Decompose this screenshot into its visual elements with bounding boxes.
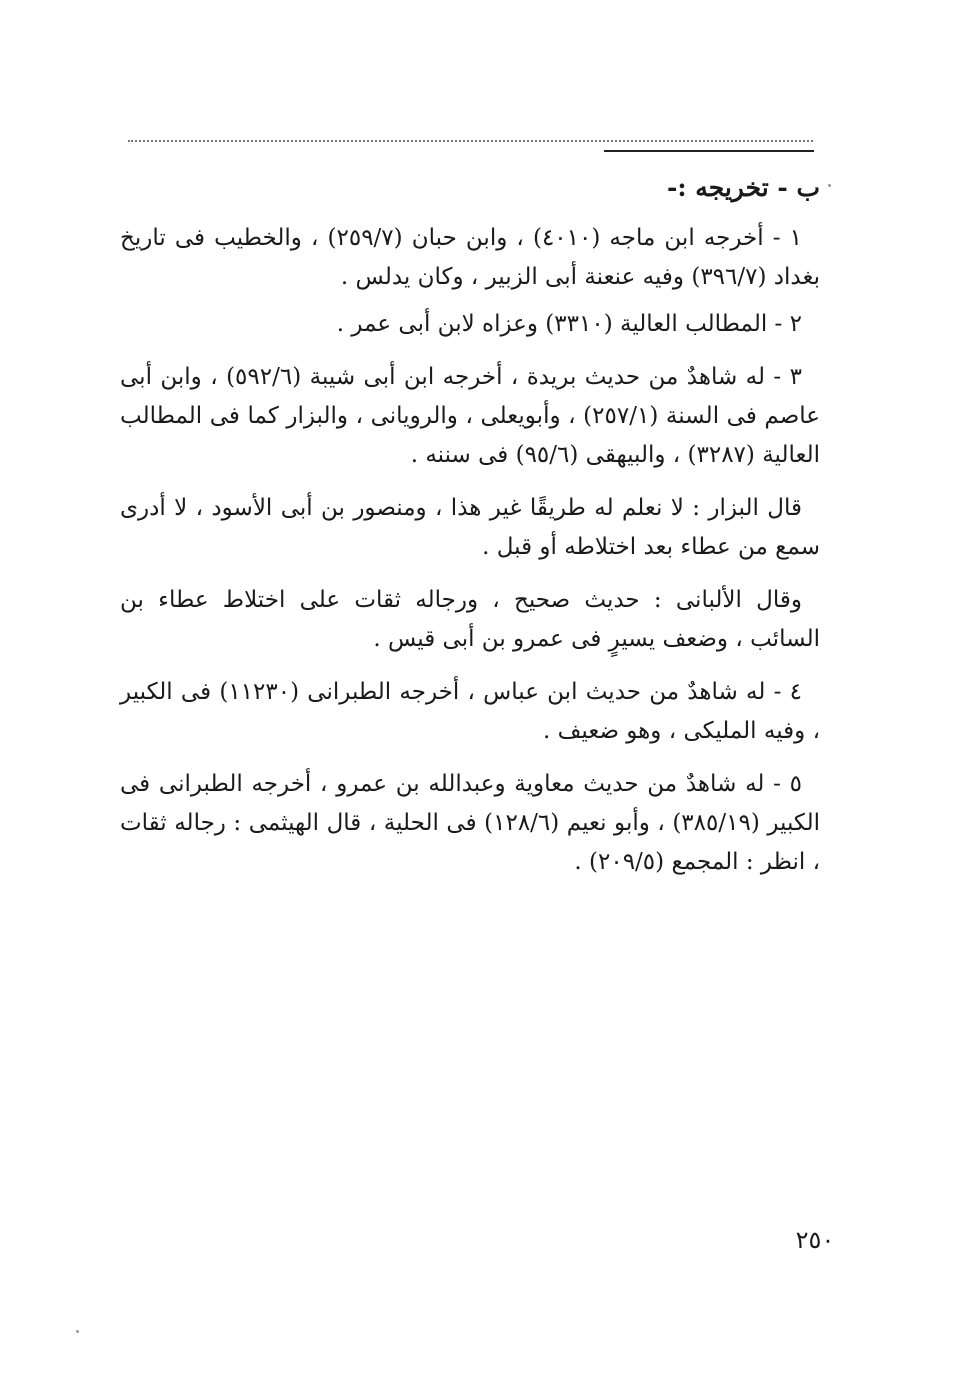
- paragraph-takhrij-4: ٤ - له شاهدٌ من حديث ابن عباس ، أخرجه الطبرانى (١١٢٣٠) فى الكبير ، وفيه المليكى ، وهو ضعيف .: [120, 679, 820, 744]
- paragraph-bazzar-comment: قال البزار : لا نعلم له طريقًا غير هذا ، ومنصور بن أبى الأسود ، لا أدرى سمع من عطاء بعد اختلاطه أو قبل .: [120, 495, 820, 560]
- paragraph-albani-comment: وقال الألبانى : حديث صحيح ، ورجاله ثقات على اختلاط عطاء بن السائب ، وضعف يسيرٍ فى عمرو بن أبى قيس .: [120, 587, 820, 652]
- paragraph-takhrij-1: ١ - أخرجه ابن ماجه (٤٠١٠) ، وابن حبان (٢٥٩/٧) ، والخطيب فى تاريخ بغداد (٣٩٦/٧) وفيه عنعنة أبى الزبير ، وكان يدلس .: [120, 225, 820, 290]
- paragraph-takhrij-3: ٣ - له شاهدٌ من حديث بريدة ، أخرجه ابن أبى شيبة (٥٩٢/٦) ، وابن أبى عاصم فى السنة (٢٥٧/١) ، وأبويعلى ، والرويانى ، والبزار كما فى المطالب العالية (٣٢٨٧) ، والبيهقى (٩٥/٦) فى سننه .: [120, 364, 821, 468]
- page-body: [120, 168, 820, 890]
- dotted-separator: [128, 140, 813, 142]
- paragraph-takhrij-5: ٥ - له شاهدٌ من حديث معاوية وعبدالله بن عمرو ، أخرجه الطبرانى فى الكبير (٣٨٥/١٩) ، وأبو نعيم (١٢٨/٦) فى الحلية ، قال الهيثمى : رجاله ثقات ، انظر : المجمع (٢٠٩/٥) .: [120, 771, 821, 875]
- scan-speck: [828, 184, 831, 187]
- page-number: ٢٥٠: [795, 1226, 835, 1254]
- paragraph-takhrij-2: ٢ - المطالب العالية (٣٣١٠) وعزاه لابن أبى عمر .: [336, 311, 802, 337]
- solid-separator: [604, 150, 814, 152]
- scan-speck: [76, 1330, 79, 1333]
- section-heading: ب - تخريجه :-: [666, 173, 820, 202]
